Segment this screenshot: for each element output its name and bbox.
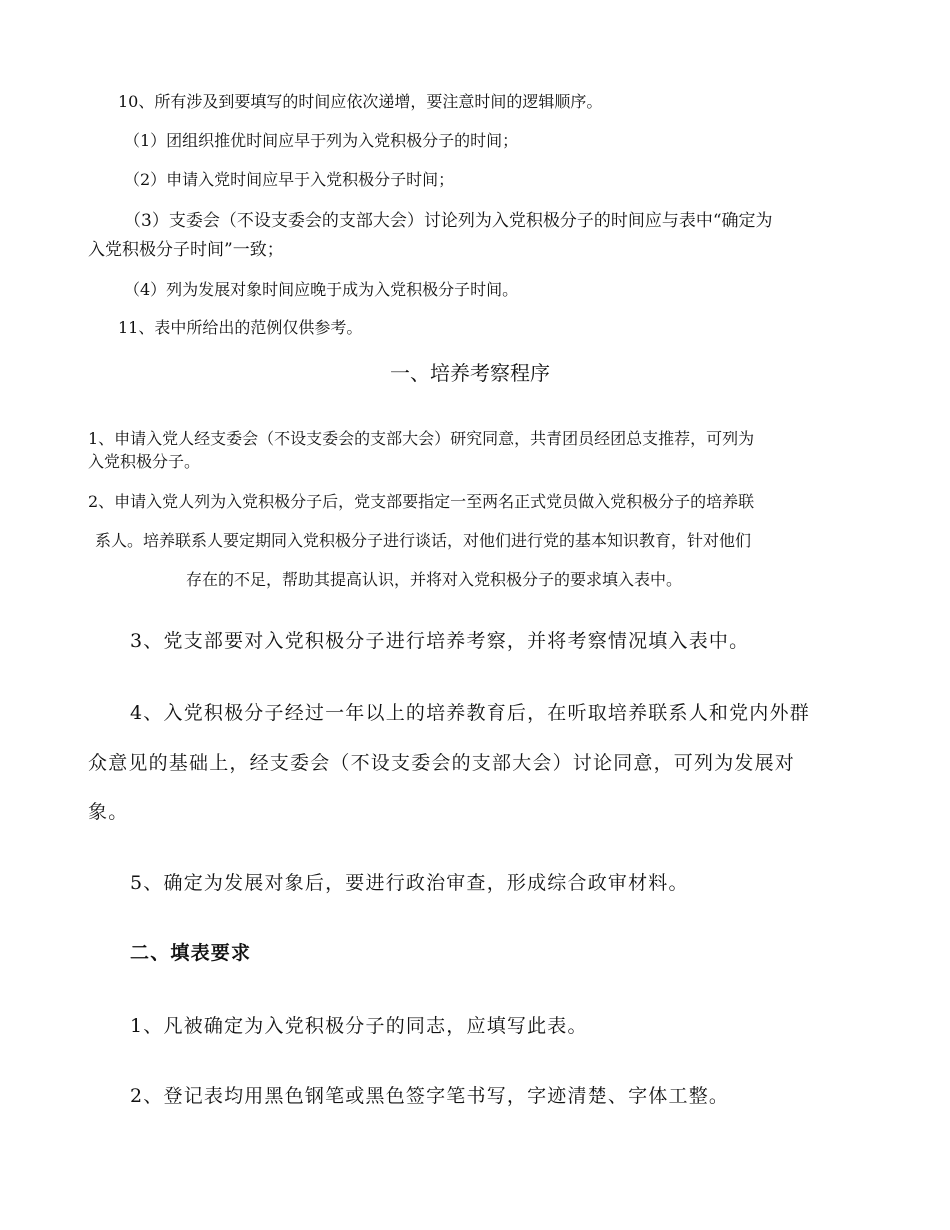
section1-paragraph5: 5、确定为发展对象后，要进行政治审查，形成综合政审材料。 [130,872,689,894]
section2-paragraph1: 1、凡被确定为入党积极分子的同志，应填写此表。 [130,1015,588,1037]
note-subitem-2: （2）申请入党时间应早于入党积极分子时间； [124,170,455,189]
section1-paragraph2-line3: 存在的不足，帮助其提高认识，并将对入党积极分子的要求填入表中。 [186,570,683,589]
section1-heading: 一、培养考察程序 [390,361,550,385]
section1-paragraph4-line1: 4、入党积极分子经过一年以上的培养教育后，在听取培养联系人和党内外群 [130,702,810,724]
note-subitem-3-line1: （3）支委会（不设支委会的支部大会）讨论列为入党积极分子的时间应与表中“确定为 [124,211,773,231]
section1-paragraph3: 3、党支部要对入党积极分子进行培养考察，并将考察情况填入表中。 [130,630,750,652]
note-subitem-3-line2: 入党积极分子时间”一致； [88,240,284,260]
section2-heading: 二、填表要求 [130,942,252,964]
section1-paragraph1-line2: 入党积极分子。 [88,452,201,471]
section1-paragraph1-line1: 1、申请入党人经支委会（不设支委会的支部大会）研究同意，共青团员经团总支推荐，可列为 [88,429,755,448]
note-item-11: 11、表中所给出的范例仅供参考。 [118,318,363,337]
section1-paragraph2-line1: 2、申请入党人列为入党积极分子后，党支部要指定一至两名正式党员做入党积极分子的培养联 [88,492,755,511]
section1-paragraph4-line3: 象。 [88,801,129,823]
section2-paragraph2: 2、登记表均用黑色钢笔或黑色签字笔书写，字迹清楚、字体工整。 [130,1085,730,1107]
section1-paragraph4-line2: 众意见的基础上，经支委会（不设支委会的支部大会）讨论同意，可列为发展对 [88,752,796,774]
note-subitem-1: （1）团组织推优时间应早于列为入党积极分子的时间； [124,131,519,150]
note-subitem-4: （4）列为发展对象时间应晚于成为入党积极分子时间。 [124,280,519,299]
section1-paragraph2-line2: 系人。培养联系人要定期同入党积极分子进行谈话，对他们进行党的基本知识教育，针对他们 [95,531,752,550]
note-item-10: 10、所有涉及到要填写的时间应依次递增，要注意时间的逻辑顺序。 [118,92,603,111]
